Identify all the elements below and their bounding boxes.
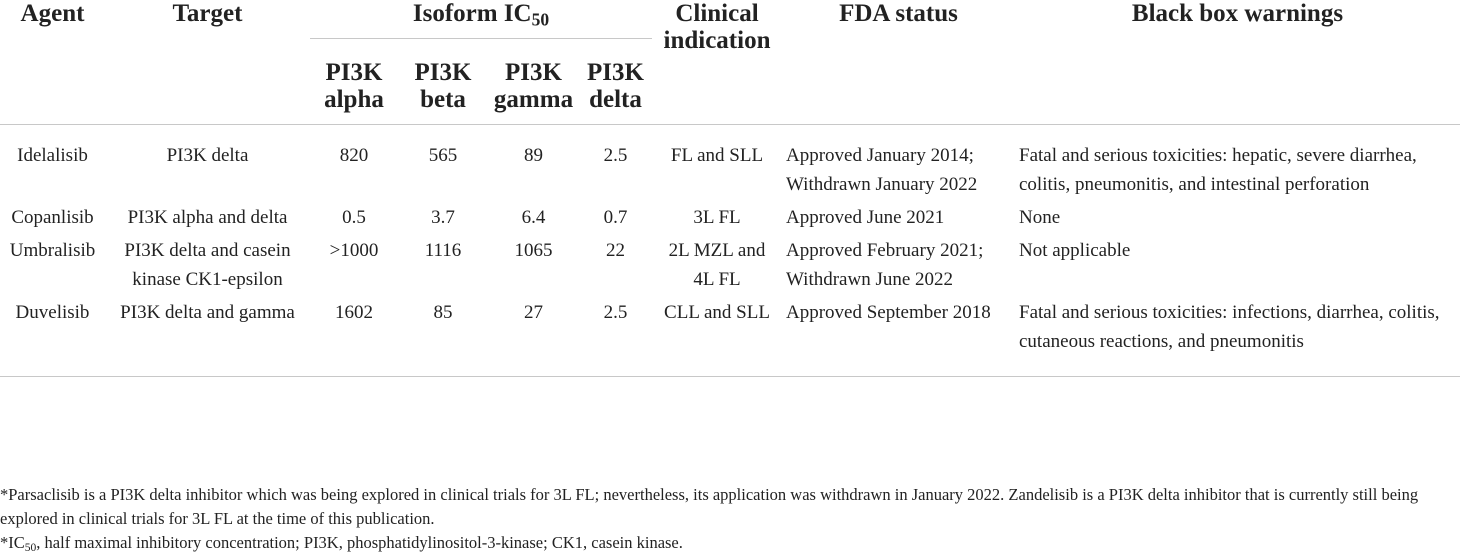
header-fda-status: FDA status — [782, 0, 1015, 125]
table-row — [0, 203, 1460, 236]
cell-target: PI3K delta and gamma — [105, 298, 310, 377]
cell-beta: 85 — [398, 298, 488, 377]
cell-gamma: 27 — [488, 298, 579, 377]
cell-target: PI3K delta — [166, 145, 249, 166]
cell-target: PI3K delta and casein kinase CK1-epsilon — [124, 240, 291, 290]
cell-warnings: Fatal and serious toxicities: infections, diarrhea, colitis, cutaneous reactions, and pneumonitis — [1015, 298, 1460, 377]
table-row — [0, 125, 1460, 204]
footnote-abbreviations: $*IC_{50}$, half maximal inhibitory concentration; PI3K, phosphatidylinositol-3-kinase; CK1, casein kinase. — [0, 533, 683, 554]
cell-fda-status: Approved September 2018 — [782, 298, 1015, 377]
header-pi3k-delta: PI3K delta — [579, 39, 652, 125]
cell-indication: 3L FL — [693, 207, 741, 228]
cell-delta: 0.7 — [603, 207, 628, 228]
cell-beta: 1116 — [424, 240, 462, 261]
cell-delta: 2.5 — [603, 145, 628, 166]
header-pi3k-gamma: PI3K gamma — [488, 39, 579, 125]
cell-agent: Duvelisib — [0, 298, 105, 377]
cell-alpha: 1602 — [310, 298, 398, 377]
cell-gamma: 1065 — [514, 240, 553, 261]
table-row — [0, 298, 1460, 377]
cell-warnings: Fatal and serious toxicities: hepatic, severe diarrhea, colitis, pneumonitis, and intestinal perforation — [1019, 145, 1417, 195]
header-isoform-ic50: Isoform $IC_{50}$ — [310, 0, 652, 39]
cell-gamma: 6.4 — [521, 207, 546, 228]
header-pi3k-alpha: PI3K alpha — [310, 39, 398, 125]
header-clinical-indication: Clinical indication — [652, 0, 782, 125]
cell-agent: Umbralisib — [9, 240, 96, 261]
cell-indication: FL and SLL — [670, 145, 764, 166]
cell-gamma: 89 — [524, 145, 543, 166]
cell-beta: 565 — [428, 145, 458, 166]
header-target: Target — [105, 0, 310, 125]
cell-alpha: 820 — [339, 145, 369, 166]
cell-warnings: None — [1019, 207, 1061, 228]
cell-target: PI3K alpha and delta — [127, 207, 288, 228]
table-row — [0, 236, 1460, 298]
cell-alpha: 0.5 — [342, 207, 366, 228]
cell-indication: CLL and SLL — [652, 298, 782, 377]
footnote-parsaclisib: *Parsaclisib is a PI3K delta inhibitor which was being explored in clinical trials for 3L FL; nevertheless, its application was withdrawn in January 2022. Zandelisib is a PI3K delta inhibitor that is currently still being explored in clinical trials for 3L FL at the time of this publication. — [0, 485, 1419, 528]
cell-agent: Idelalisib — [17, 145, 88, 166]
cell-alpha: >1000 — [329, 240, 379, 261]
cell-beta: 3.7 — [431, 207, 455, 228]
header-agent: Agent — [0, 0, 105, 125]
cell-fda-status: Approved January 2014; Withdrawn January 2022 — [786, 145, 978, 195]
header-black-box-warnings: Black box warnings — [1015, 0, 1460, 125]
cell-indication: 2L MZL and 4L FL — [668, 240, 766, 290]
cell-fda-status: Approved June 2021 — [786, 207, 945, 228]
cell-agent: Copanlisib — [11, 207, 94, 228]
table-footnotes — [0, 483, 1460, 555]
cell-fda-status: Approved February 2021; Withdrawn June 2022 — [786, 240, 984, 290]
cell-delta: 22 — [606, 240, 625, 261]
cell-delta: 2.5 — [579, 298, 652, 377]
header-pi3k-beta: PI3K beta — [398, 39, 488, 125]
cell-warnings: Not applicable — [1019, 240, 1131, 261]
